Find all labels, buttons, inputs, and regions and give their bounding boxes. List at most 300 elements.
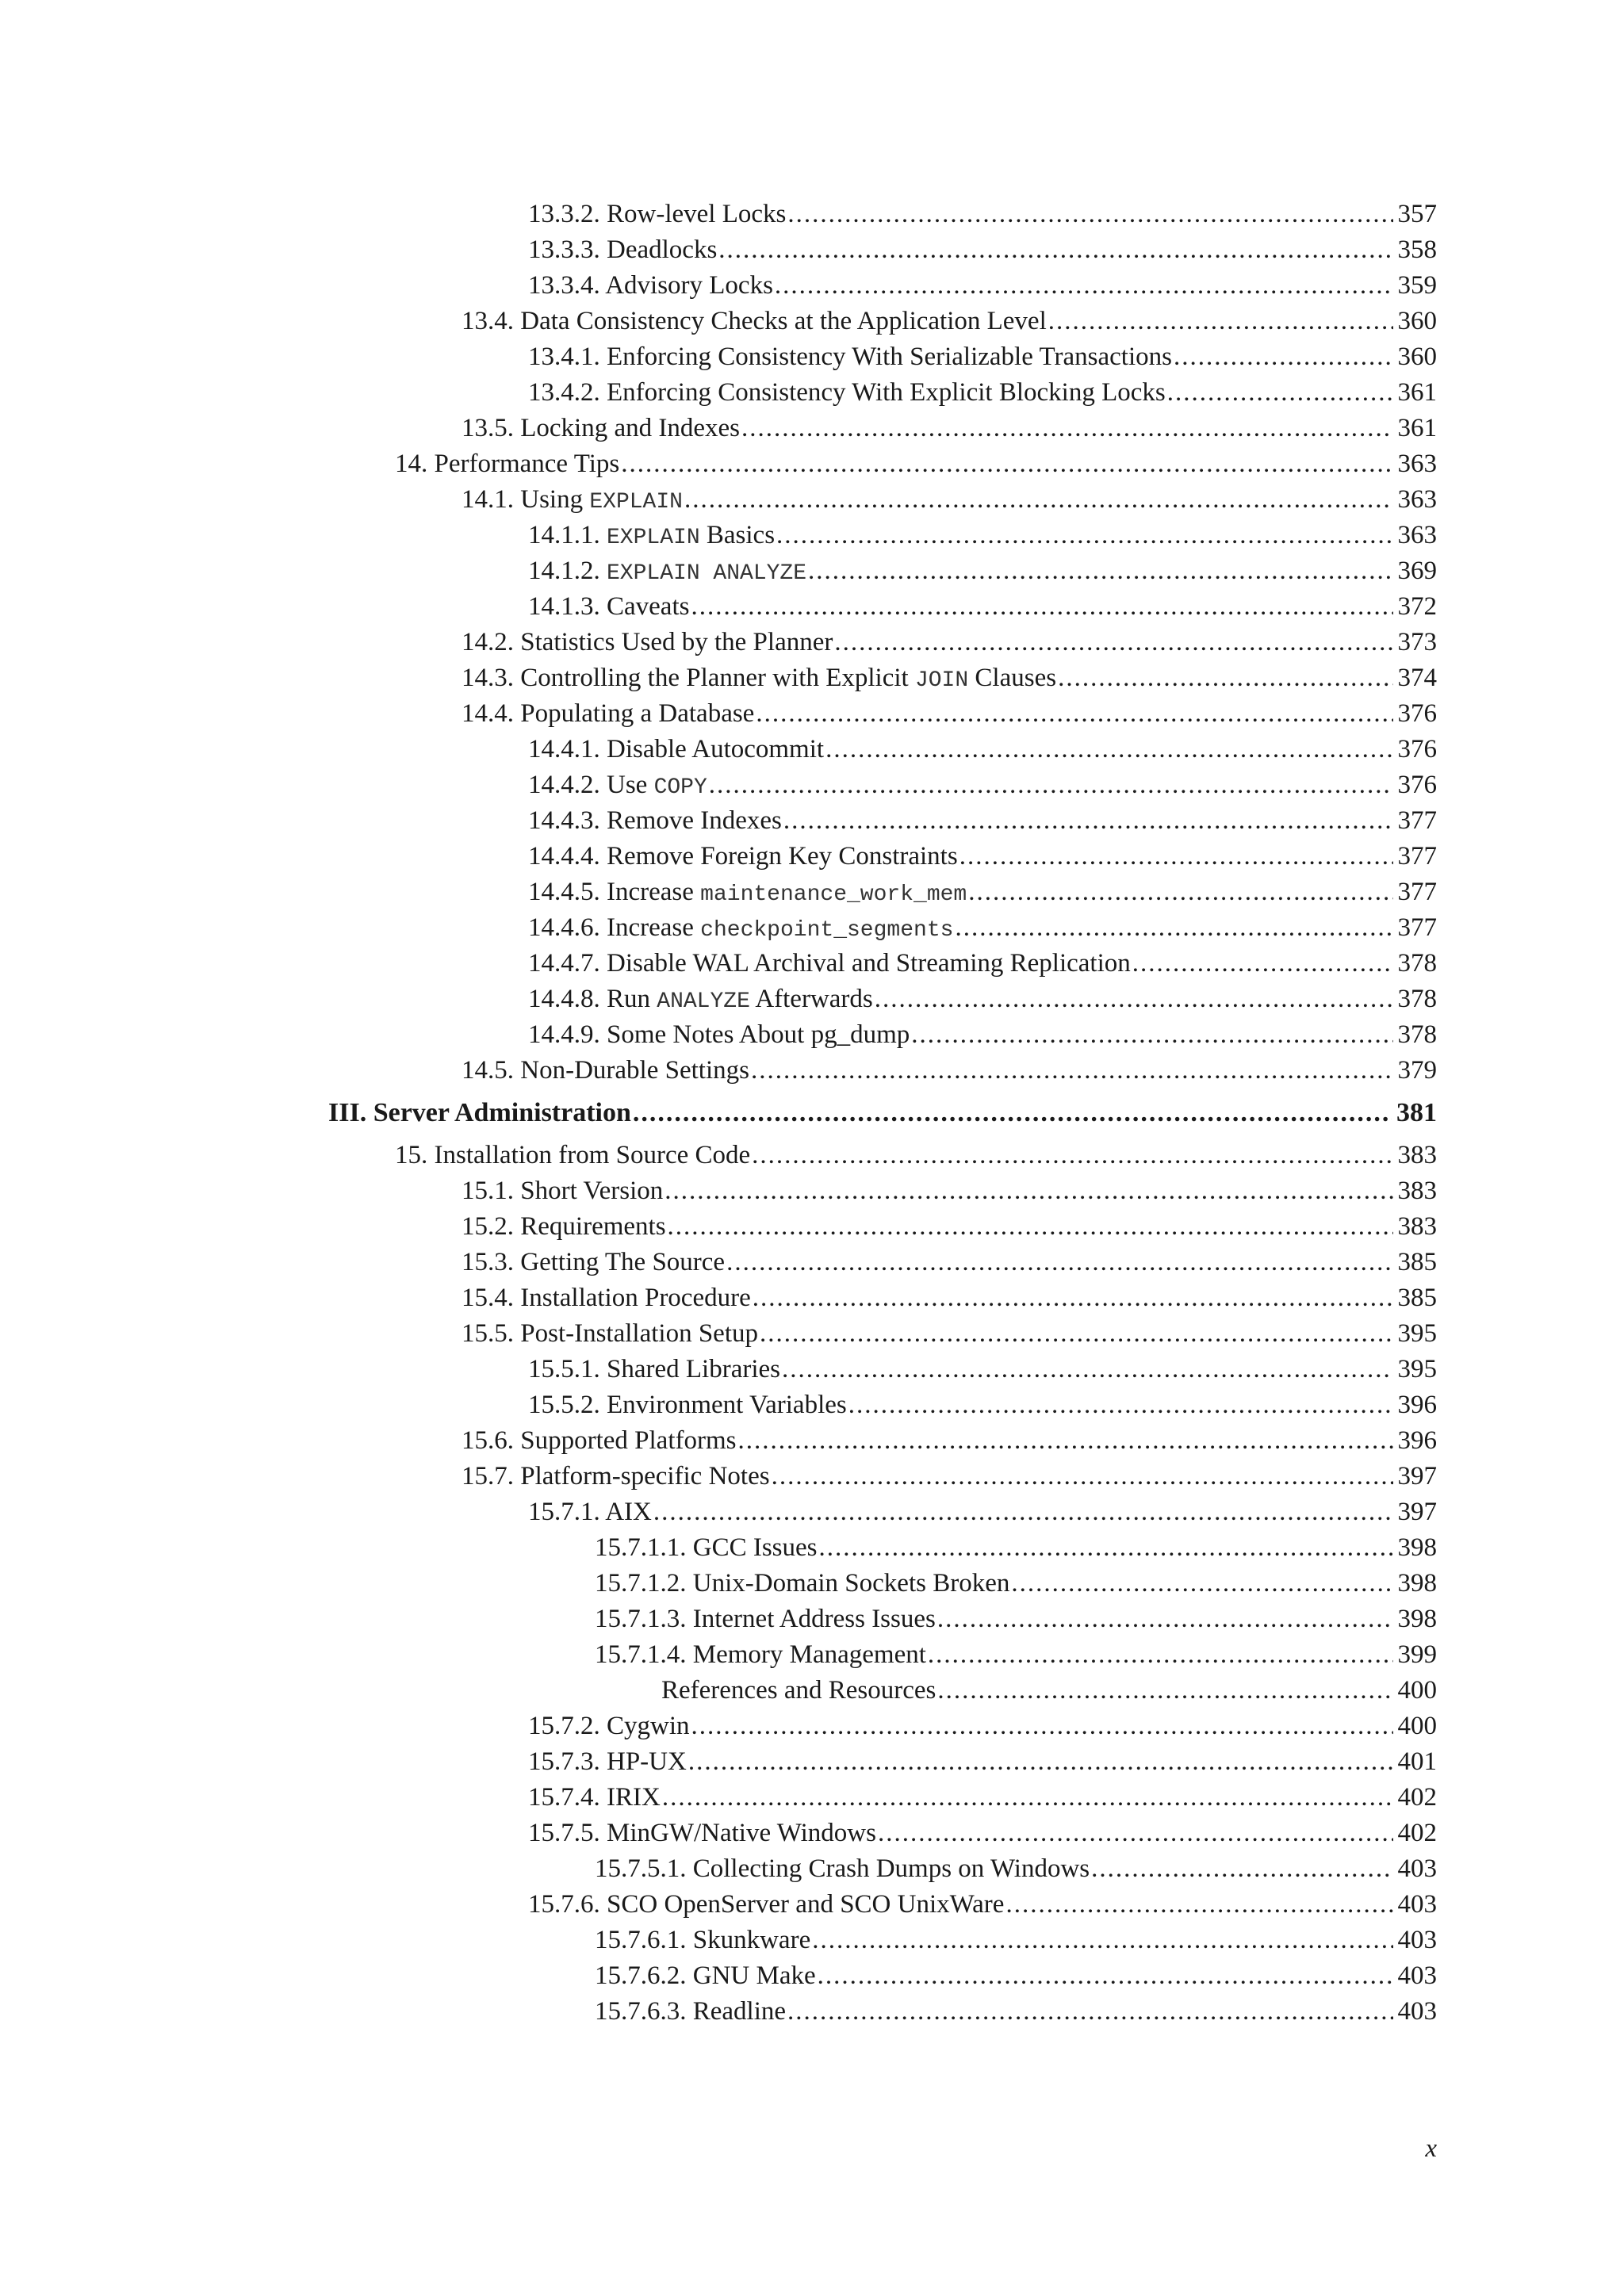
toc-entry-page: 363 [1397, 450, 1437, 478]
toc-entry-text: Server Administration [373, 1098, 631, 1127]
toc-entry-title [661, 1673, 936, 1709]
dot-leader [1132, 946, 1393, 982]
toc-entry-page: 385 [1397, 1248, 1437, 1276]
toc-entry[interactable] [0, 1816, 1437, 1851]
dot-leader [783, 803, 1393, 839]
toc-entry[interactable] [0, 1387, 1437, 1423]
toc-entry-title [528, 1744, 687, 1780]
toc-entry[interactable] [0, 874, 1437, 910]
dot-leader [787, 197, 1392, 232]
toc-entry-title [462, 1423, 736, 1459]
toc-entry-number: 14.4.2. [528, 771, 600, 799]
toc-entry-title [595, 1923, 810, 1958]
toc-entry-title [462, 1209, 666, 1245]
toc-entry-text: References and Resources [661, 1676, 936, 1705]
toc-entry-title [528, 1017, 910, 1053]
dot-leader [741, 411, 1393, 446]
toc-entry-text: Remove Indexes [607, 806, 782, 835]
toc-entry-page: 403 [1397, 1997, 1437, 2026]
toc-entry-number: 13.4. [462, 307, 514, 335]
toc-entry-number: 13.4.1. [528, 342, 600, 371]
toc-entry-text: Basics [699, 521, 776, 549]
toc-entry-number: 15.7.3. [528, 1747, 600, 1776]
toc-entry-text: Increase [607, 913, 701, 942]
toc-entry-number: 14.4.5. [528, 878, 600, 906]
toc-entry-title [528, 946, 1131, 982]
toc-entry-page: 376 [1397, 699, 1437, 728]
dot-leader [775, 268, 1393, 304]
toc-entry-text: GNU Make [692, 1961, 816, 1990]
toc-entry-title [528, 1816, 876, 1851]
toc-entry-title [528, 910, 953, 948]
toc-entry-number: 15.7.1.3. [595, 1605, 687, 1633]
toc-entry-text: Unix-Domain Sockets Broken [692, 1569, 1010, 1598]
toc-entry-number: 14.4.3. [528, 806, 600, 835]
dot-leader [937, 1673, 1392, 1709]
dot-leader [1005, 1887, 1392, 1923]
toc-entry-number: 13.3.2. [528, 200, 600, 228]
toc-entry-number: 15.3. [462, 1248, 514, 1276]
toc-entry-text: Supported Platforms [520, 1426, 737, 1455]
dot-leader [1011, 1566, 1392, 1601]
toc-entry[interactable] [0, 1530, 1437, 1566]
toc-entry-number: 14.1. [462, 485, 514, 514]
dot-leader [1174, 339, 1393, 375]
toc-entry-number: 15.7. [462, 1462, 514, 1490]
toc-entry-page: 398 [1397, 1605, 1437, 1633]
toc-entry[interactable] [0, 1744, 1437, 1780]
toc-entry-number: 15.7.1.1. [595, 1533, 687, 1562]
toc-entry-title [528, 839, 958, 874]
toc-entry[interactable] [0, 625, 1437, 660]
dot-leader [772, 1459, 1393, 1494]
dot-leader [726, 1245, 1392, 1280]
toc-entry-text: Row-level Locks [607, 200, 787, 228]
toc-entry[interactable] [0, 1673, 1437, 1709]
toc-entry-title [528, 232, 717, 268]
toc-entry[interactable] [0, 1316, 1437, 1352]
toc-entry-text: Post-Installation Setup [520, 1319, 758, 1348]
toc-entry[interactable] [0, 375, 1437, 411]
toc-entry-number: 14.4.6. [528, 913, 600, 942]
toc-entry[interactable] [0, 946, 1437, 982]
toc-entry-title [528, 803, 782, 839]
toc-entry-title [528, 732, 824, 767]
toc-entry-page: 399 [1397, 1640, 1437, 1669]
toc-entry-title [395, 446, 619, 482]
toc-entry-page: 397 [1397, 1498, 1437, 1526]
toc-entry-number: 15.6. [462, 1426, 514, 1455]
toc-entry-number: 15.7.5. [528, 1819, 600, 1847]
dot-leader [782, 1352, 1393, 1387]
toc-entry-title [462, 1280, 751, 1316]
dot-leader [968, 874, 1392, 910]
dot-leader [737, 1423, 1392, 1459]
toc-entry[interactable] [0, 1089, 1437, 1138]
toc-entry-text: Afterwards [749, 985, 873, 1013]
toc-entry-title [528, 518, 775, 556]
dot-leader [751, 1053, 1393, 1089]
toc-entry[interactable] [0, 1887, 1437, 1923]
toc-entry-text: Caveats [607, 592, 690, 621]
dot-leader [875, 982, 1393, 1017]
dot-leader [819, 1530, 1393, 1566]
toc-entry-text: Skunkware [692, 1926, 811, 1954]
toc-entry-text: Cygwin [607, 1712, 690, 1740]
dot-leader [825, 732, 1392, 767]
dot-leader [1048, 304, 1393, 339]
toc-entry[interactable] [0, 1209, 1437, 1245]
toc-entry-page: 398 [1397, 1533, 1437, 1562]
toc-entry-number: 13.3.4. [528, 271, 600, 300]
toc-entry-page: 363 [1397, 521, 1437, 549]
toc-entry-number: 15.7.1. [528, 1498, 600, 1526]
dot-leader [928, 1637, 1393, 1673]
toc-entry-text: Locking and Indexes [520, 414, 740, 442]
toc-entry[interactable] [0, 1245, 1437, 1280]
toc-entry-page: 381 [1396, 1098, 1437, 1127]
toc-entry[interactable] [0, 446, 1437, 482]
toc-entry-title [462, 1459, 770, 1494]
toc-entry-number: 15.7.4. [528, 1783, 600, 1812]
toc-entry-title [528, 767, 707, 806]
toc-entry[interactable] [0, 197, 1437, 232]
toc-entry-text: Collecting Crash Dumps on Windows [692, 1854, 1090, 1883]
toc-entry-page: 373 [1397, 628, 1437, 656]
toc-entry-text: Disable WAL Archival and Streaming Replication [607, 949, 1131, 978]
toc-entry[interactable] [0, 1851, 1437, 1887]
toc-entry-title [595, 1637, 926, 1673]
toc-entry[interactable] [0, 732, 1437, 767]
toc-entry-number: 14.4. [462, 699, 514, 728]
dot-leader [621, 446, 1392, 482]
toc-entry-text: Shared Libraries [607, 1355, 780, 1383]
toc-entry-number: 14.4.1. [528, 735, 600, 763]
toc-entry-number: 14.4.9. [528, 1020, 600, 1049]
toc-entry-code: JOIN [914, 668, 969, 693]
toc-entry[interactable] [0, 1053, 1437, 1089]
dot-leader [878, 1816, 1393, 1851]
toc-entry-page: 369 [1397, 557, 1437, 585]
toc-entry-text: Enforcing Consistency With Explicit Blocking Locks [607, 378, 1166, 407]
dot-leader [808, 553, 1392, 589]
toc-entry-text: MinGW/Native Windows [607, 1819, 876, 1847]
toc-entry[interactable] [0, 839, 1437, 874]
toc-entry-page: 360 [1397, 342, 1437, 371]
toc-entry-title [528, 982, 873, 1020]
toc-entry-title [528, 1780, 661, 1816]
page-number: x [1425, 2134, 1437, 2163]
toc-entry[interactable] [0, 1352, 1437, 1387]
toc-entry[interactable] [0, 1958, 1437, 1994]
toc-entry[interactable] [0, 1923, 1437, 1958]
toc-entry-number: 13.5. [462, 414, 514, 442]
dot-leader [955, 910, 1392, 946]
toc-entry-page: 396 [1397, 1391, 1437, 1419]
toc-entry-text: Installation from Source Code [434, 1141, 751, 1169]
toc-entry-page: 376 [1397, 771, 1437, 799]
toc-entry-page: 378 [1397, 949, 1437, 978]
toc-entry-text: Memory Management [692, 1640, 926, 1669]
dot-leader [760, 1316, 1393, 1352]
dot-leader [709, 767, 1393, 803]
toc-entry-code: EXPLAIN [607, 526, 700, 550]
toc-entry-text: AIX [605, 1498, 652, 1526]
toc-entry-text: Getting The Source [520, 1248, 726, 1276]
toc-entry-code: checkpoint_segments [700, 918, 954, 943]
toc-entry-text: Enforcing Consistency With Serializable Transactions [607, 342, 1172, 371]
toc-entry-number: 14.1.3. [528, 592, 600, 621]
toc-entry-page: 396 [1397, 1426, 1437, 1455]
toc-entry-title [462, 304, 1047, 339]
toc-entry[interactable] [0, 304, 1437, 339]
toc-entry[interactable] [0, 1994, 1437, 2030]
dot-leader [756, 696, 1392, 732]
toc-entry-text: Short Version [520, 1177, 664, 1205]
toc-entry-title [595, 1851, 1090, 1887]
toc-entry[interactable] [0, 1494, 1437, 1530]
toc-entry[interactable] [0, 339, 1437, 375]
toc-entry-number: 15.7.6.1. [595, 1926, 687, 1954]
toc-entry-text: Some Notes About pg_dump [607, 1020, 910, 1049]
dot-leader [1058, 660, 1392, 696]
toc-entry-page: 400 [1397, 1676, 1437, 1705]
toc-entry-page: 401 [1397, 1747, 1437, 1776]
toc-entry-title [528, 268, 773, 304]
toc-entry-text: GCC Issues [692, 1533, 818, 1562]
toc-entry-page: 376 [1397, 735, 1437, 763]
toc-entry-text: Use [607, 771, 654, 799]
table-of-contents [0, 197, 1624, 2030]
dot-leader [688, 1744, 1393, 1780]
toc-entry[interactable] [0, 982, 1437, 1017]
toc-entry-title [595, 1530, 818, 1566]
toc-entry-title [528, 375, 1166, 411]
toc-entry-page: 377 [1397, 878, 1437, 906]
toc-entry-page: 403 [1397, 1961, 1437, 1990]
toc-entry-text: Populating a Database [520, 699, 755, 728]
toc-entry-title [328, 1089, 631, 1138]
dot-leader [718, 232, 1392, 268]
dot-leader [959, 839, 1393, 874]
toc-entry-title [595, 1566, 1009, 1601]
toc-entry-title [528, 589, 689, 625]
toc-entry-text: Controlling the Planner with Explicit [520, 664, 915, 692]
toc-entry-title [528, 1887, 1004, 1923]
toc-entry-code: EXPLAIN ANALYZE [607, 561, 807, 586]
toc-entry-number: 15.7.6.2. [595, 1961, 687, 1990]
toc-entry[interactable] [0, 1637, 1437, 1673]
toc-entry[interactable] [0, 1017, 1437, 1053]
toc-entry-title [462, 1173, 663, 1209]
toc-entry-text: Remove Foreign Key Constraints [607, 842, 958, 871]
toc-entry-number: 15.7.6.3. [595, 1997, 687, 2026]
toc-entry-page: 377 [1397, 913, 1437, 942]
toc-entry-title [462, 411, 740, 446]
toc-entry[interactable] [0, 1566, 1437, 1601]
toc-entry-text: Readline [692, 1997, 787, 2026]
toc-entry-number: 15.7.1.4. [595, 1640, 687, 1669]
toc-entry[interactable] [0, 1138, 1437, 1173]
toc-entry-text: Data Consistency Checks at the Application Level [520, 307, 1047, 335]
toc-entry-title [462, 625, 833, 660]
dot-leader [691, 1709, 1393, 1744]
toc-entry-title [595, 1994, 786, 2030]
toc-entry-title [528, 197, 786, 232]
toc-entry-number: 14.3. [462, 664, 514, 692]
toc-entry[interactable] [0, 767, 1437, 803]
toc-entry-page: 378 [1397, 985, 1437, 1013]
toc-entry-page: 363 [1397, 485, 1437, 514]
toc-entry-title [462, 1316, 758, 1352]
toc-entry-number: 15.5.1. [528, 1355, 600, 1383]
toc-entry[interactable] [0, 411, 1437, 446]
toc-entry-title [528, 1494, 652, 1530]
toc-entry[interactable] [0, 1280, 1437, 1316]
toc-entry-code: EXPLAIN [589, 490, 683, 515]
toc-entry-text: Disable Autocommit [607, 735, 825, 763]
toc-entry-text: Increase [607, 878, 701, 906]
toc-entry-page: 361 [1397, 378, 1437, 407]
toc-entry-number: 15.7.2. [528, 1712, 600, 1740]
toc-entry-number: 14.2. [462, 628, 514, 656]
toc-entry[interactable] [0, 553, 1437, 589]
toc-entry-page: 377 [1397, 842, 1437, 871]
toc-entry-text: Platform-specific Notes [520, 1462, 770, 1490]
toc-entry-title [462, 696, 754, 732]
dot-leader [633, 1089, 1392, 1138]
toc-entry-page: 400 [1397, 1712, 1437, 1740]
toc-entry-code: maintenance_work_mem [700, 882, 967, 907]
toc-entry-page: 402 [1397, 1819, 1437, 1847]
toc-entry-title [528, 1352, 780, 1387]
toc-entry-page: 385 [1397, 1284, 1437, 1312]
toc-entry-number: 15.2. [462, 1212, 514, 1241]
dot-leader [691, 589, 1392, 625]
toc-entry-text: Advisory Locks [605, 271, 773, 300]
dot-leader [848, 1387, 1393, 1423]
toc-entry-text: Statistics Used by the Planner [520, 628, 833, 656]
toc-entry-title [528, 1709, 690, 1744]
toc-entry-page: 357 [1397, 200, 1437, 228]
toc-entry-number: 14.4.4. [528, 842, 600, 871]
toc-entry-text: Performance Tips [434, 450, 620, 478]
toc-entry-page: 402 [1397, 1783, 1437, 1812]
dot-leader [937, 1601, 1393, 1637]
toc-entry-title [528, 1387, 847, 1423]
dot-leader [665, 1173, 1392, 1209]
toc-entry-text: Non-Durable Settings [520, 1056, 749, 1085]
toc-entry-title [462, 482, 683, 520]
toc-entry-number: 14.5. [462, 1056, 514, 1085]
toc-entry-code: COPY [653, 775, 707, 800]
toc-entry[interactable] [0, 1601, 1437, 1637]
toc-entry-number: 14.4.8. [528, 985, 600, 1013]
toc-entry-page: 398 [1397, 1569, 1437, 1598]
toc-entry-title [462, 660, 1056, 698]
toc-entry-title [528, 874, 967, 913]
dot-leader [1091, 1851, 1392, 1887]
toc-entry-text: Run [607, 985, 657, 1013]
toc-entry-text: Deadlocks [607, 235, 718, 264]
toc-entry-page: 383 [1397, 1141, 1437, 1169]
dot-leader [1167, 375, 1393, 411]
toc-entry-page: 395 [1397, 1355, 1437, 1383]
toc-entry-text: Installation Procedure [520, 1284, 751, 1312]
toc-entry-number: 15.1. [462, 1177, 514, 1205]
toc-entry[interactable] [0, 1780, 1437, 1816]
toc-entry-title [462, 1245, 725, 1280]
toc-entry-title [528, 553, 806, 591]
toc-entry-text: HP-UX [607, 1747, 687, 1776]
toc-entry[interactable] [0, 268, 1437, 304]
toc-entry-number: 14. [395, 450, 428, 478]
toc-entry-number: 14.1.2. [528, 557, 600, 585]
toc-entry-text: IRIX [607, 1783, 661, 1812]
dot-leader [818, 1958, 1393, 1994]
toc-entry-number: 15.7.5.1. [595, 1854, 687, 1883]
toc-entry-page: 377 [1397, 806, 1437, 835]
toc-entry[interactable] [0, 660, 1437, 696]
toc-entry-code: ANALYZE [657, 989, 750, 1014]
dot-leader [776, 518, 1392, 553]
toc-entry[interactable] [0, 232, 1437, 268]
toc-entry-title [595, 1958, 816, 1994]
toc-entry-number: 13.3.3. [528, 235, 600, 264]
toc-entry-page: 358 [1397, 235, 1437, 264]
toc-entry[interactable] [0, 803, 1437, 839]
toc-entry-text: Requirements [520, 1212, 666, 1241]
toc-entry-number: 13.4.2. [528, 378, 600, 407]
toc-entry[interactable] [0, 1423, 1437, 1459]
toc-entry-text: SCO OpenServer and SCO UnixWare [607, 1890, 1005, 1919]
toc-entry-page: 395 [1397, 1319, 1437, 1348]
toc-entry-number: III. [328, 1098, 367, 1127]
dot-leader [684, 482, 1393, 518]
toc-entry-page: 379 [1397, 1056, 1437, 1085]
toc-entry-page: 403 [1397, 1926, 1437, 1954]
toc-entry[interactable] [0, 1709, 1437, 1744]
toc-entry-title [528, 339, 1172, 375]
toc-entry-number: 15. [395, 1141, 428, 1169]
toc-entry-page: 378 [1397, 1020, 1437, 1049]
toc-entry-number: 15.5.2. [528, 1391, 600, 1419]
toc-entry-number: 15.4. [462, 1284, 514, 1312]
dot-leader [668, 1209, 1393, 1245]
toc-entry[interactable] [0, 518, 1437, 553]
toc-entry-number: 15.5. [462, 1319, 514, 1348]
dot-leader [812, 1923, 1392, 1958]
toc-entry[interactable] [0, 1173, 1437, 1209]
toc-entry-page: 383 [1397, 1177, 1437, 1205]
toc-entry-number: 15.7.1.2. [595, 1569, 687, 1598]
toc-entry-text: Using [520, 485, 590, 514]
toc-entry-title [595, 1601, 936, 1637]
toc-entry-number: 14.4.7. [528, 949, 600, 978]
toc-entry-text: Internet Address Issues [692, 1605, 936, 1633]
toc-entry[interactable] [0, 1459, 1437, 1494]
toc-entry[interactable] [0, 910, 1437, 946]
toc-entry[interactable] [0, 482, 1437, 518]
toc-entry-page: 403 [1397, 1854, 1437, 1883]
dot-leader [752, 1138, 1392, 1173]
dot-leader [834, 625, 1392, 660]
toc-entry[interactable] [0, 696, 1437, 732]
toc-entry-number: 15.7.6. [528, 1890, 600, 1919]
toc-entry[interactable] [0, 589, 1437, 625]
dot-leader [787, 1994, 1392, 2030]
toc-entry-page: 372 [1397, 592, 1437, 621]
